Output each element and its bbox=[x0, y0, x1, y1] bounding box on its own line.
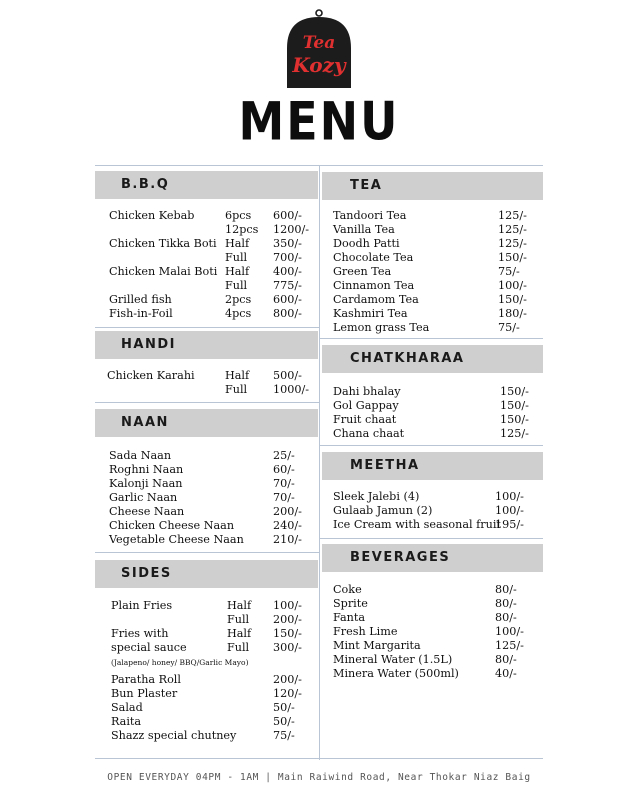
svg-text:Kozy: Kozy bbox=[292, 53, 346, 77]
menu-title: MENU bbox=[238, 89, 400, 153]
bbq-heading: B.B.Q bbox=[95, 171, 318, 199]
tea-kozy-logo bbox=[283, 8, 355, 90]
bottom-rule bbox=[95, 758, 543, 759]
chatkharaa-heading: CHATKHARAA bbox=[322, 345, 543, 373]
meetha-bottom-rule bbox=[319, 538, 543, 539]
sauce-note: (Jalapeno/ honey/ BBQ/Garlic Mayo) bbox=[111, 658, 249, 667]
meetha-heading: MEETHA bbox=[322, 452, 543, 480]
bbq-bottom-rule bbox=[95, 327, 319, 328]
sides-heading: SIDES bbox=[95, 560, 318, 588]
handi-heading: HANDI bbox=[95, 331, 318, 359]
naan-heading: NAAN bbox=[95, 409, 318, 437]
chatkharaa-bottom-rule bbox=[319, 445, 543, 446]
footer-hours-address: OPEN EVERYDAY 04PM - 1AM | Main Raiwind Road, Near Thokar Niaz Baig bbox=[107, 772, 531, 783]
center-divider bbox=[319, 165, 320, 760]
tea-bottom-rule bbox=[319, 338, 543, 339]
naan-bottom-rule bbox=[95, 552, 319, 553]
svg-text:Tea: Tea bbox=[302, 33, 336, 53]
beverages-heading: BEVERAGES bbox=[322, 544, 543, 572]
tea-heading: TEA bbox=[322, 172, 543, 200]
handi-bottom-rule bbox=[95, 402, 319, 403]
